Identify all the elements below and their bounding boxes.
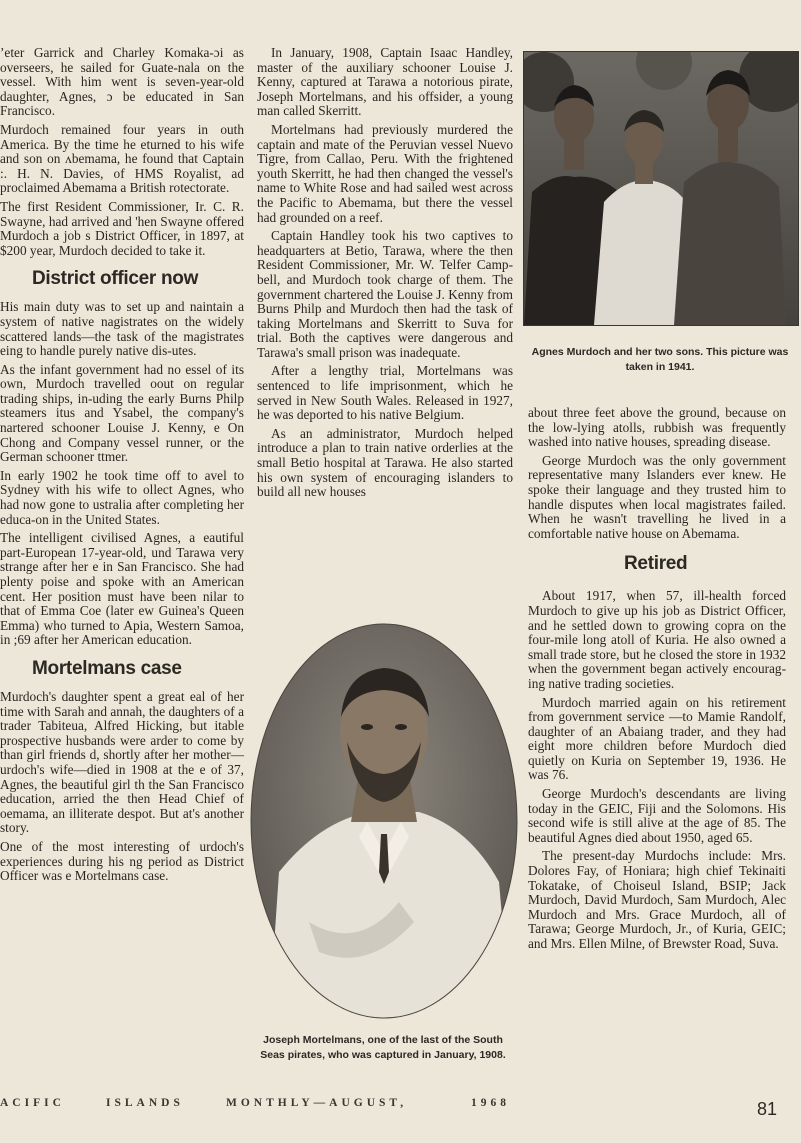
article-paragraph: After a lengthy trial, Mortelmans was sentenced to life imprisonment, which he served in New South Wales. Released in 1927, he was deported to his native Belgium. xyxy=(257,363,513,423)
article-paragraph: The first Resident Commissioner, Ir. C. R. Swayne, had arrived and 'hen Swayne offered Murdoch a job s District Officer, in 1897, at $200 year, Murdoch decided to take it. xyxy=(0,198,244,258)
photo-agnes-murdoch xyxy=(523,51,799,326)
article-paragraph: The present-day Murdochs include: Mrs. Dolores Fay, of Honiara; high chief Tekinaiti Tokatake, of Choiseul Island, BSIP; Jack Murdoch, David Murdoch, Sam Murdoch, Alec Murdoch and Mrs. Grace Murdoch, all of Tarawa; George Murdoch, Jr., of Kuria, GEIC; and Mrs. Ellen Milne, of Brewster Road, Suva. xyxy=(528,848,786,951)
portrait-caption: Joseph Mortelmans, one of the last of the South Seas pirates, who was captured in January, 1908. xyxy=(260,1034,506,1061)
article-paragraph: Murdoch married again on his retirement from government service —to Mamie Randolf, daughter of an Abaiang trader, and they had eight more children before Murdoch died quietly on Kuria on September 19, 1936. He was 76. xyxy=(528,694,786,783)
portrait-image xyxy=(249,622,519,1020)
footer-word: 1968 xyxy=(471,1097,510,1109)
section-heading-retired: Retired xyxy=(624,553,688,575)
footer-word: MONTHLY—AUGUST, xyxy=(226,1097,408,1109)
article-paragraph: Mortelmans had previously murdered the captain and mate of the Peruvian vessel Nuevo Tigre, from Callao, Peru. With the frightened youth Skerritt, he had then changed the vessel's name to White Rose and had sailed west across the Pacific to Abemama, but there the vessel had grounded on a reef. xyxy=(257,121,513,225)
article-paragraph: As an administrator, Murdoch helped introduce a plan to train native orderlies at the small Betio hospital at Tarawa. He also started his own system of encouraging islanders to build all new houses xyxy=(257,425,513,500)
article-paragraph: George Murdoch was the only government representative many Islanders ever knew. He spoke their language and they trusted him to handle disputes when local magistrates failed. When he wasn't travelling he lived in a comfortable native house on Abemama. xyxy=(528,452,786,541)
column-1 xyxy=(0,46,244,888)
article-paragraph: The intelligent civilised Agnes, a eautiful part-European 17-year-old, und Tarawa very strange after her e in San Francisco. She had plenty poise and spoke with an American cent. Her position must have been nilar to that of Emma Coe (later ew Guinea's Queen Emma) who turned to Apia, Western Samoa, in ;69 after her American education. xyxy=(0,530,244,648)
column-3 xyxy=(528,406,786,956)
column-2 xyxy=(257,46,513,504)
article-paragraph: ʼeter Garrick and Charley Komaka-ɔi as overseers, he sailed for Guate-nala on the vessel. With him went is seven-year-old daughter, Agnes, ɔ be educated in San Francisco. xyxy=(0,45,244,119)
article-paragraph: about three feet above the ground, because on the low-lying atolls, rubbish was frequently washed into native houses, spreading disease. xyxy=(528,405,786,450)
page-number: 81 xyxy=(757,1099,778,1119)
article-paragraph: Murdoch remained four years in outh America. By the time he eturned to his wife and son on ⁠ʌbemama, he found that Captain ⁠:. H. N. Davies, of HMS Royalist, ad proclaimed Abemama a British rotectorate. xyxy=(0,121,244,196)
footer-word: ISLANDS xyxy=(106,1097,184,1109)
photo-caption-box xyxy=(528,345,792,375)
photo-caption: Agnes Murdoch and her two sons. This picture was taken in 1941. xyxy=(531,346,789,373)
article-paragraph: In early 1902 he took time off to avel to Sydney with his wife to ollect Agnes, who had now gone to ustralia after completing her educa-on in the United States. xyxy=(0,467,244,527)
article-paragraph: As the infant government had no essel of its own, Murdoch travelled oout on regular trading ships, in-uding the early Burns Philp steamers itus and Ysabel, the company's nartered schooner Louise J. Kenny, e On Chong and Company vessel runner, or the German schooner ttmer. xyxy=(0,361,244,465)
portrait-photo-mortelmans xyxy=(249,622,519,1020)
group-photo-image xyxy=(524,52,798,325)
section-heading-district-officer: District officer now xyxy=(32,268,199,290)
article-paragraph: In January, 1908, Captain Isaac Handley, master of the auxiliary schooner Louise J. Kenny, captured at Tarawa a notorious pirate, Joseph Mortelmans, and his offsider, a young man called Skerritt. xyxy=(257,45,513,119)
article-paragraph: George Murdoch's descendants are living today in the GEIC, Fiji and the Solomons. His second wife is still alive at the age of 85. The beautiful Agnes died about 1950, aged 65. xyxy=(528,786,786,845)
magazine-footer xyxy=(0,1097,801,1117)
article-paragraph: His main duty was to set up and naintain a system of native nagistrates on the widely scattered lands—the task of the magistrates eing to handle purely native dis-utes. xyxy=(0,299,244,359)
article-paragraph: Murdoch's daughter spent a great eal of her time with Sarah and annah, the daughters of a trader Tabiteua, Alfred Hicking, but itable prospective husbands were arder to come by than girl friends d, shortly after her mother— urdoch's wife—died in 1908 at the e of 37, Agnes, the beautiful girl th the San Francisco education, arried the then Head Chief of oemama, an illiterate despot. But at's another story. xyxy=(0,688,244,836)
portrait-caption-box xyxy=(250,1033,516,1063)
section-heading-mortelmans-case: Mortelmans case xyxy=(32,657,182,679)
article-paragraph: About 1917, when 57, ill-health forced Murdoch to give up his job as District Officer, and he settled down to growing copra on the four-mile long atoll of Kuria. He also owned a small trade store, but he closed the store in 1932 when the government began actively encourag-ing native trading societies. xyxy=(528,588,786,691)
footer-word: ACIFIC xyxy=(0,1097,65,1109)
article-paragraph: Captain Handley took his two captives to headquarters at Betio, Tarawa, where the then Resident Commissioner, Mr. W. Telfer Camp-bell, and Murdoch took charge of them. The government chartered the Louise J. Kenny from Burns Philp and Murdoch then had the task of taking Mortelmans and Skerritt to Suva for trial. Both the captives were dangerous and Tarawa's small prison was inadequate. xyxy=(257,228,513,360)
article-paragraph: One of the most interesting of urdoch's experiences during his ng period as District Officer was e Mortelmans case. xyxy=(0,838,244,884)
